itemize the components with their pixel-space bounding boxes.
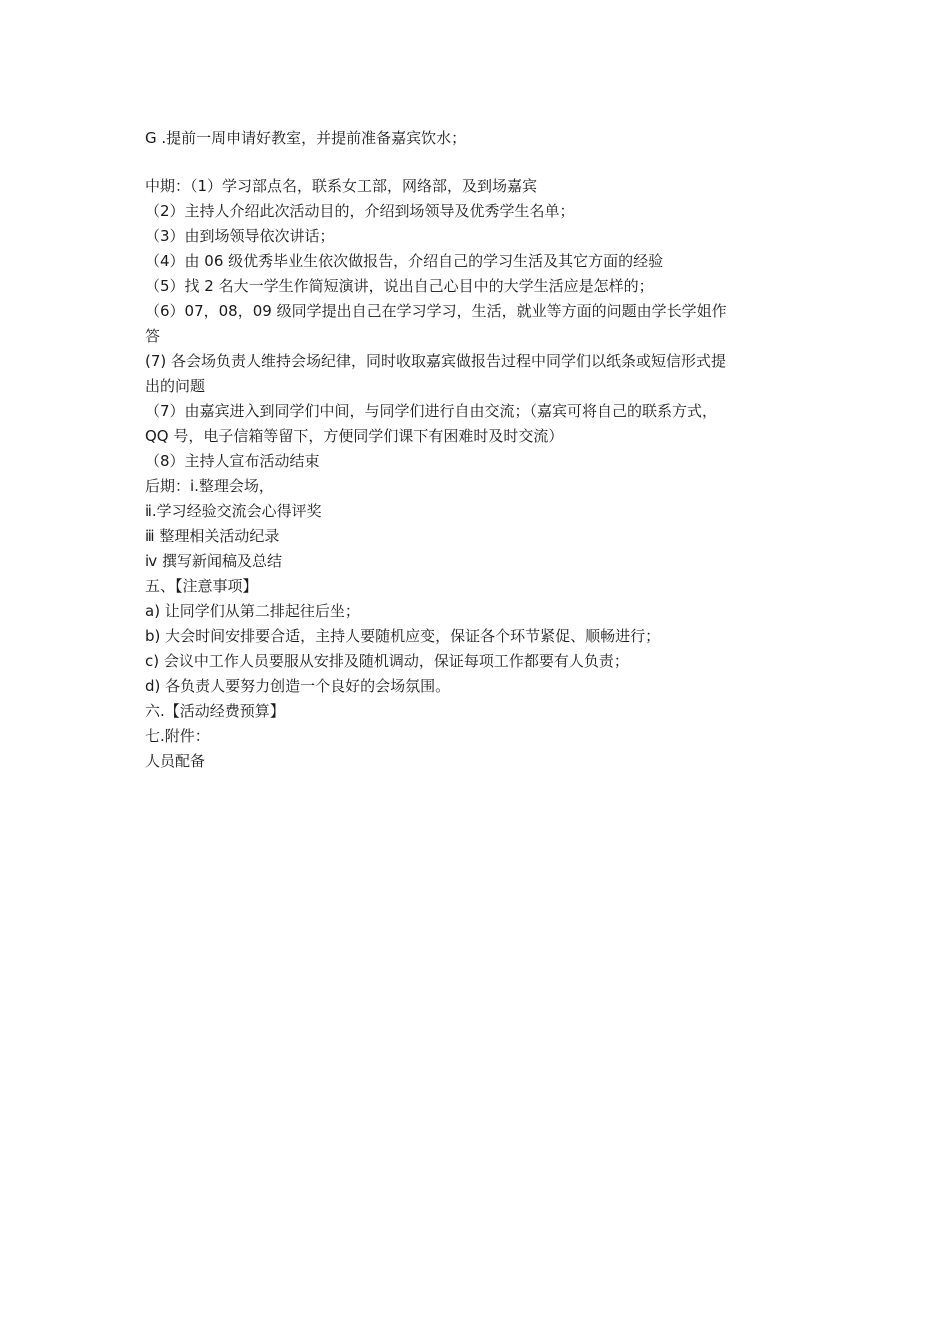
text-line: d) 各负责人要努力创造一个良好的会场氛围。 bbox=[145, 677, 451, 695]
text-line: QQ 号，电子信箱等留下，方便同学们课下有困难时及时交流） bbox=[145, 427, 564, 445]
text-line: ⅲ 整理相关活动纪录 bbox=[145, 527, 280, 545]
section-heading: 六.【活动经费预算】 bbox=[145, 702, 285, 720]
paragraph-gap bbox=[145, 151, 805, 174]
text-line: （8）主持人宣布活动结束 bbox=[145, 452, 320, 470]
section-heading: 五、【注意事项】 bbox=[145, 577, 258, 595]
text-line: c) 会议中工作人员要服从安排及随机调动，保证每项工作都要有人负责； bbox=[145, 652, 629, 670]
text-line: 中期：（1）学习部点名，联系女工部，网络部，及到场嘉宾 bbox=[145, 177, 538, 195]
document-body bbox=[145, 126, 805, 774]
section-heading: 七.附件： bbox=[145, 727, 210, 745]
text-line: （6）07，08，09 级同学提出自己在学习学习，生活，就业等方面的问题由学长学姐作 bbox=[145, 302, 727, 320]
text-line: ⅱ.学习经验交流会心得评奖 bbox=[145, 502, 322, 520]
text-line: b) 大会时间安排要合适，主持人要随机应变，保证各个环节紧促、顺畅进行； bbox=[145, 627, 661, 645]
text-line: 人员配备 bbox=[145, 752, 206, 770]
text-line: （5）找 2 名大一学生作简短演讲，说出自己心目中的大学生活应是怎样的； bbox=[145, 277, 654, 295]
text-line: 出的问题 bbox=[145, 377, 206, 395]
text-line: 后期：ⅰ.整理会场， bbox=[145, 477, 274, 495]
text-line: (7) 各会场负责人维持会场纪律，同时收取嘉宾做报告过程中同学们以纸条或短信形式提 bbox=[145, 352, 727, 370]
text-line: （3）由到场领导依次讲话； bbox=[145, 227, 335, 245]
text-line: a) 让同学们从第二排起往后坐； bbox=[145, 602, 360, 620]
text-line: G .提前一周申请好教室，并提前准备嘉宾饮水； bbox=[145, 129, 467, 147]
text-line: （4）由 06 级优秀毕业生依次做报告，介绍自己的学习生活及其它方面的经验 bbox=[145, 252, 664, 270]
text-line: 答 bbox=[145, 327, 161, 345]
text-line: ⅳ 撰写新闻稿及总结 bbox=[145, 552, 282, 570]
text-line: （2）主持人介绍此次活动目的，介绍到场领导及优秀学生名单； bbox=[145, 202, 575, 220]
text-line: （7）由嘉宾进入到同学们中间，与同学们进行自由交流；（嘉宾可将自己的联系方式， bbox=[145, 402, 718, 420]
